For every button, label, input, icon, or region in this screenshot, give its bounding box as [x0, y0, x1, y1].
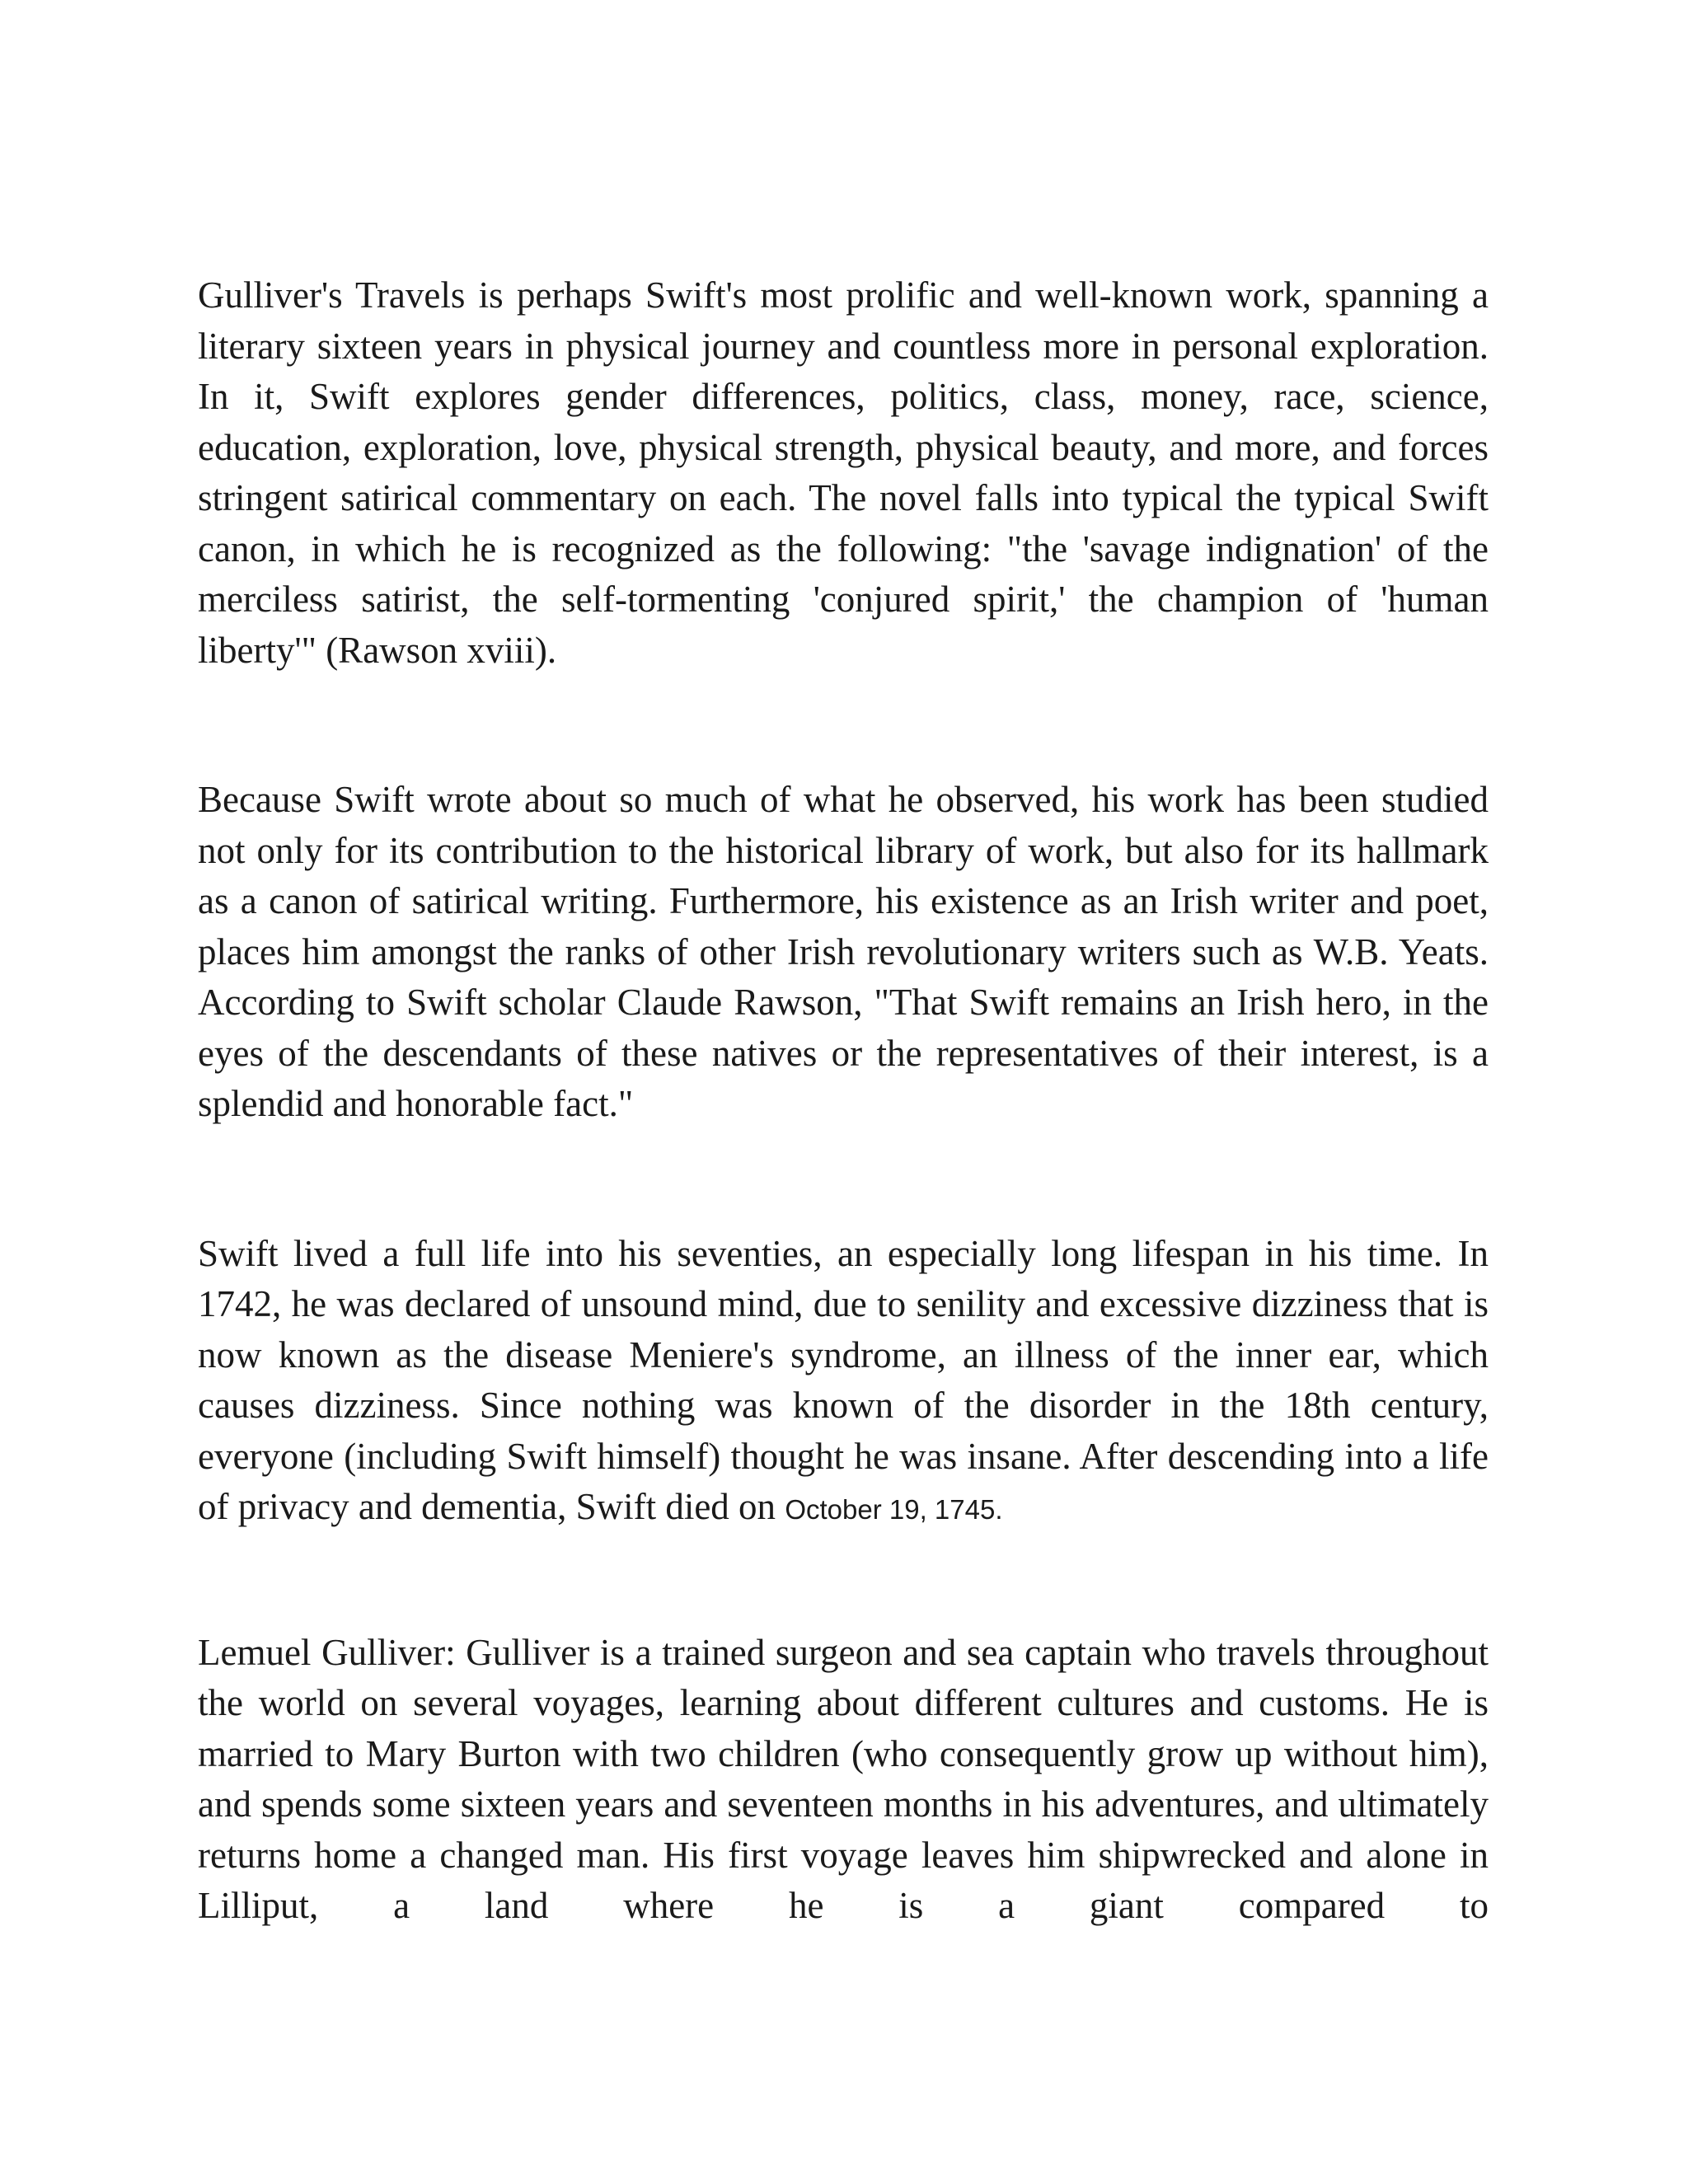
- paragraph-swift-later-life: [198, 1229, 1489, 1535]
- document-page: [198, 270, 1489, 1932]
- paragraph-swift-later-life-text: Swift lived a full life into his seventies, an especially long lifespan in his time. In 1742, he was declared of unsound mind, due to senility and excessive dizziness that is now known as the disease Meniere's syndrome, an illness of the inner ear, which causes dizziness. Since nothing was known of the disorder in the 18th century, everyone (including Swift himself) thought he was insane. After descending into a life of privacy and dementia, Swift died on: [198, 1232, 1489, 1527]
- paragraph-lemuel-gulliver: Lemuel Gulliver: Gulliver is a trained surgeon and sea captain who travels throughout the world on several voyages, learning about different cultures and customs. He is married to Mary Burton with two children (who consequently grow up without him), and spends some sixteen years and seventeen months in his adventures, and ultimately returns home a changed man. His first voyage leaves him shipwrecked and alone in Lilliput, a land where he is a giant compared to: [198, 1631, 1489, 1926]
- paragraph-swift-legacy: Because Swift wrote about so much of what he observed, his work has been studied not only for its contribution to the historical library of work, but also for its hallmark as a canon of satirical writing. Furthermore, his existence as an Irish writer and poet, places him amongst the ranks of other Irish revolutionary writers such as W.B. Yeats. According to Swift scholar Claude Rawson, "That Swift remains an Irish hero, in the eyes of the descendants of these natives or the representatives of their interest, is a splendid and honorable fact.": [198, 779, 1489, 1124]
- death-date: October 19, 1745.: [785, 1494, 1003, 1525]
- paragraph-gullivers-travels-overview: Gulliver's Travels is perhaps Swift's most prolific and well-known work, spanning a literary sixteen years in physical journey and countless more in personal exploration. In it, Swift explores gender differences, politics, class, money, race, science, education, exploration, love, physical strength, physical beauty, and more, and forces stringent satirical commentary on each. The novel falls into typical the typical Swift canon, in which he is recognized as the following: "the 'savage indignation' of the merciless satirist, the self-tormenting 'conjured spirit,' the champion of 'human liberty'" (Rawson xviii).: [198, 274, 1489, 671]
